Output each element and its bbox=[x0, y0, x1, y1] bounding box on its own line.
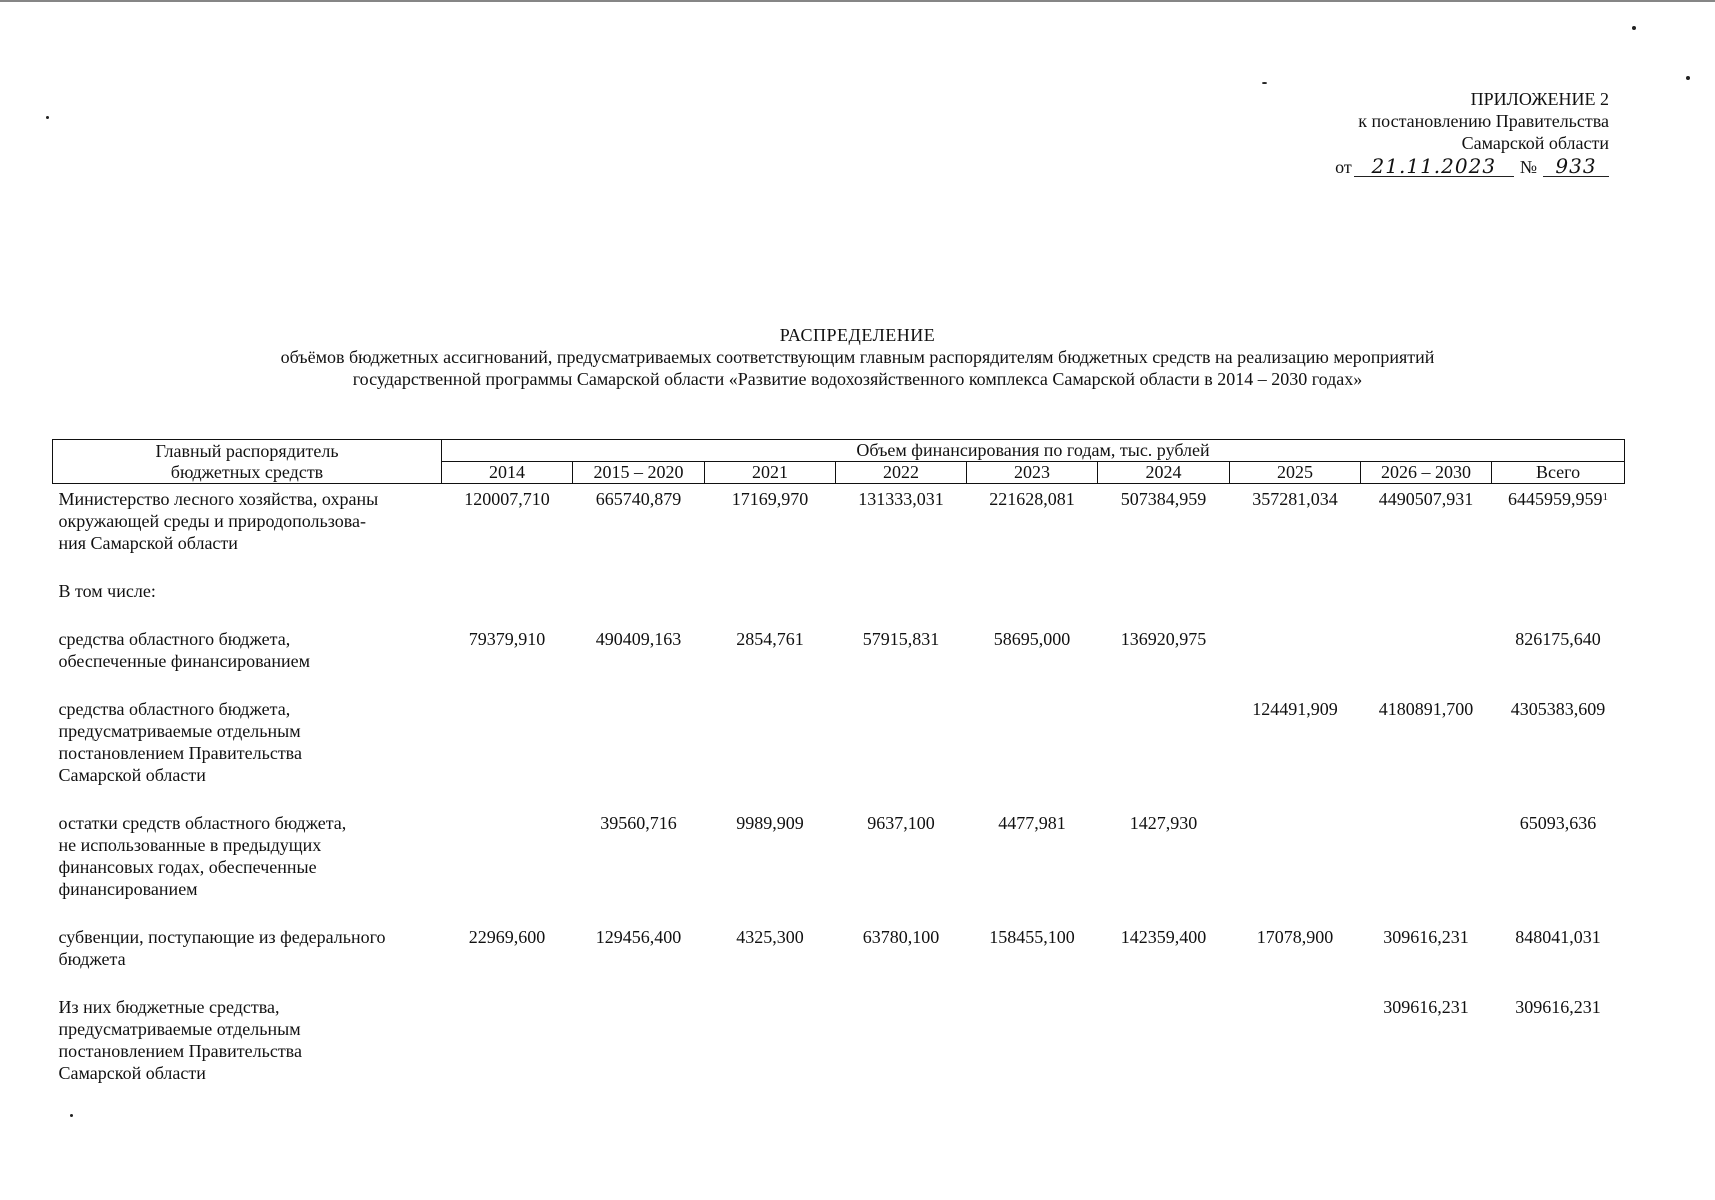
value-cell bbox=[836, 694, 967, 808]
value-cell bbox=[967, 576, 1098, 624]
value-cell bbox=[1492, 484, 1625, 577]
row-label-line: постановлением Правительства bbox=[58, 1041, 302, 1061]
row-label bbox=[53, 694, 442, 808]
value-cell bbox=[1361, 624, 1492, 694]
value-cell bbox=[1492, 922, 1625, 992]
value-text: 309616,231 bbox=[1383, 997, 1469, 1017]
scan-speck bbox=[46, 116, 49, 119]
value-cell bbox=[1492, 624, 1625, 694]
value-cell bbox=[705, 484, 836, 577]
row-label-line: ния Самарской области bbox=[58, 533, 238, 553]
row-label-line: Министерство лесного хозяйства, охраны bbox=[58, 489, 379, 509]
year-column-header: 2026 – 2030 bbox=[1361, 462, 1492, 484]
value-cell bbox=[442, 624, 573, 694]
year-column-header: 2015 – 2020 bbox=[573, 462, 705, 484]
value-cell bbox=[705, 808, 836, 922]
scan-top-edge bbox=[0, 0, 1715, 2]
value-cell bbox=[1361, 808, 1492, 922]
value-cell bbox=[573, 484, 705, 577]
row-label bbox=[53, 992, 442, 1106]
value-cell bbox=[836, 992, 967, 1106]
value-cell bbox=[1098, 484, 1230, 577]
value-text: 4325,300 bbox=[736, 927, 804, 947]
value-cell bbox=[1230, 922, 1361, 992]
value-cell bbox=[836, 576, 967, 624]
row-label bbox=[53, 808, 442, 922]
value-text: 507384,959 bbox=[1120, 489, 1207, 509]
value-text: 9637,100 bbox=[867, 813, 935, 833]
value-cell bbox=[442, 808, 573, 922]
year-column-header: 2024 bbox=[1098, 462, 1230, 484]
value-cell bbox=[1098, 576, 1230, 624]
document-subtitle-line-2: государственной программы Самарской области «Развитие водохозяйственного комплекса Самарской области в 2014 – 2030 годах» bbox=[352, 369, 1363, 389]
row-label-line: Самарской области bbox=[58, 765, 206, 785]
row-spacer bbox=[59, 786, 442, 808]
document-subtitle-line-1: объёмов бюджетных ассигнований, предусматриваемых соответствующим главным распорядителям бюджетных средств на реализацию мероприятий bbox=[280, 347, 1435, 367]
row-label-line: средства областного бюджета, bbox=[58, 629, 291, 649]
value-text: 4490507,931 bbox=[1378, 489, 1474, 509]
value-text: 142359,400 bbox=[1120, 927, 1207, 947]
value-cell bbox=[1492, 992, 1625, 1106]
row-label bbox=[53, 576, 442, 624]
value-text: 1427,930 bbox=[1129, 813, 1198, 833]
value-cell bbox=[1098, 992, 1230, 1106]
row-spacer bbox=[59, 672, 442, 694]
scan-speck bbox=[70, 1114, 73, 1117]
document-heading bbox=[0, 324, 1715, 390]
value-cell bbox=[1361, 484, 1492, 577]
value-text: 6445959,959 bbox=[1508, 489, 1603, 509]
year-column-header: 2022 bbox=[836, 462, 967, 484]
row-label bbox=[53, 624, 442, 694]
value-cell bbox=[967, 694, 1098, 808]
value-cell bbox=[442, 484, 573, 577]
value-cell bbox=[1361, 992, 1492, 1106]
payer-header-line: бюджетных средств bbox=[170, 461, 324, 482]
value-cell bbox=[836, 484, 967, 577]
value-cell bbox=[1361, 922, 1492, 992]
year-column-header: 2023 bbox=[967, 462, 1098, 484]
table-row bbox=[53, 624, 1625, 694]
row-label-line: постановлением Правительства bbox=[58, 743, 302, 763]
handwritten-number: 933 bbox=[1543, 156, 1609, 177]
row-spacer bbox=[59, 602, 442, 624]
value-text: 826175,640 bbox=[1515, 629, 1601, 649]
value-cell bbox=[1230, 484, 1361, 577]
row-label-line: финансированием bbox=[58, 879, 198, 899]
handwritten-date: 21.11.2023 bbox=[1354, 156, 1514, 177]
value-text: 124491,909 bbox=[1252, 699, 1338, 719]
volume-header: Объем финансирования по годам, тыс. рублей bbox=[442, 440, 1625, 462]
value-cell bbox=[573, 694, 705, 808]
value-cell bbox=[836, 922, 967, 992]
scan-speck bbox=[1632, 26, 1636, 30]
value-cell bbox=[836, 808, 967, 922]
appendix-title: ПРИЛОЖЕНИЕ 2 bbox=[1470, 89, 1609, 109]
value-text: 79379,910 bbox=[468, 629, 546, 649]
value-cell bbox=[1492, 576, 1625, 624]
row-label-line: субвенции, поступающие из федерального bbox=[58, 927, 386, 947]
document-title: РАСПРЕДЕЛЕНИЕ bbox=[779, 325, 936, 345]
row-label-line: не использованные в предыдущих bbox=[58, 835, 322, 855]
value-cell bbox=[705, 694, 836, 808]
table-row bbox=[53, 922, 1625, 992]
value-cell bbox=[1098, 808, 1230, 922]
value-cell bbox=[1361, 576, 1492, 624]
table-row bbox=[53, 576, 1625, 624]
value-text: 63780,100 bbox=[862, 927, 940, 947]
value-text: 57915,831 bbox=[862, 629, 940, 649]
scan-speck bbox=[1686, 76, 1690, 80]
scan-speck bbox=[1262, 82, 1267, 84]
value-text: 136920,975 bbox=[1120, 629, 1207, 649]
value-text: 129456,400 bbox=[595, 927, 682, 947]
value-cell bbox=[705, 922, 836, 992]
value-cell bbox=[836, 624, 967, 694]
value-text: 490409,163 bbox=[595, 629, 682, 649]
payer-column-header bbox=[53, 440, 442, 484]
row-label bbox=[53, 484, 442, 577]
value-text: 309616,231 bbox=[1383, 927, 1469, 947]
value-cell bbox=[705, 992, 836, 1106]
value-text: 4305383,609 bbox=[1510, 699, 1606, 719]
footnote-marker: 1 bbox=[1602, 491, 1609, 503]
row-label-line: финансовых годах, обеспеченные bbox=[58, 857, 317, 877]
value-cell bbox=[1230, 694, 1361, 808]
row-label-line: Из них бюджетные средства, bbox=[58, 997, 280, 1017]
value-cell bbox=[1098, 922, 1230, 992]
row-label-line: предусматриваемые отдельным bbox=[58, 721, 301, 741]
value-text: 221628,081 bbox=[989, 489, 1075, 509]
value-text: 357281,034 bbox=[1252, 489, 1338, 509]
value-cell bbox=[967, 922, 1098, 992]
table-row bbox=[53, 992, 1625, 1106]
value-cell bbox=[967, 992, 1098, 1106]
row-label-line: остатки средств областного бюджета, bbox=[58, 813, 347, 833]
appendix-line-2: Самарской области bbox=[1461, 133, 1609, 153]
row-label bbox=[53, 922, 442, 992]
number-sign: № bbox=[1519, 157, 1537, 177]
row-spacer bbox=[59, 970, 442, 992]
value-cell bbox=[705, 624, 836, 694]
value-cell bbox=[1098, 624, 1230, 694]
row-label-line: бюджета bbox=[58, 949, 126, 969]
table-row bbox=[53, 694, 1625, 808]
value-cell bbox=[1492, 808, 1625, 922]
value-cell bbox=[967, 624, 1098, 694]
row-label-line: предусматриваемые отдельным bbox=[58, 1019, 301, 1039]
value-text: 120007,710 bbox=[464, 489, 550, 509]
value-cell bbox=[1098, 694, 1230, 808]
value-text: 309616,231 bbox=[1515, 997, 1601, 1017]
row-label-line: средства областного бюджета, bbox=[58, 699, 291, 719]
value-cell bbox=[573, 992, 705, 1106]
row-label-line: окружающей среды и природопользова- bbox=[58, 511, 366, 531]
table-body bbox=[53, 484, 1625, 1107]
value-cell bbox=[705, 576, 836, 624]
year-column-header: 2025 bbox=[1230, 462, 1361, 484]
table-row bbox=[53, 484, 1625, 577]
year-column-header: Всего bbox=[1492, 462, 1625, 484]
value-cell bbox=[1361, 694, 1492, 808]
value-cell bbox=[967, 808, 1098, 922]
value-cell bbox=[1492, 694, 1625, 808]
value-cell bbox=[1230, 992, 1361, 1106]
value-cell bbox=[573, 808, 705, 922]
year-column-header: 2021 bbox=[705, 462, 836, 484]
value-cell bbox=[442, 922, 573, 992]
value-text: 665740,879 bbox=[595, 489, 682, 509]
appendix-block bbox=[1189, 88, 1609, 178]
value-text: 131333,031 bbox=[858, 489, 944, 509]
value-cell bbox=[442, 694, 573, 808]
value-text: 4477,981 bbox=[998, 813, 1066, 833]
table-row bbox=[53, 808, 1625, 922]
value-text: 17169,970 bbox=[731, 489, 809, 509]
funding-table bbox=[52, 439, 1625, 1106]
value-text: 65093,636 bbox=[1519, 813, 1597, 833]
value-cell bbox=[1230, 624, 1361, 694]
value-text: 2854,761 bbox=[736, 629, 804, 649]
row-label-line: В том числе: bbox=[58, 581, 156, 601]
row-spacer bbox=[59, 900, 442, 922]
payer-header-line: Главный распорядитель bbox=[155, 440, 339, 461]
value-cell bbox=[1230, 808, 1361, 922]
row-spacer bbox=[59, 1084, 442, 1106]
value-text: 158455,100 bbox=[989, 927, 1075, 947]
appendix-date-line bbox=[1189, 156, 1609, 178]
value-cell bbox=[573, 922, 705, 992]
value-cell bbox=[1230, 576, 1361, 624]
row-label-line: обеспеченные финансированием bbox=[58, 651, 310, 671]
date-prefix: от bbox=[1335, 157, 1352, 177]
value-text: 4180891,700 bbox=[1378, 699, 1474, 719]
value-text: 39560,716 bbox=[600, 813, 677, 833]
year-column-header: 2014 bbox=[442, 462, 573, 484]
row-label-line: Самарской области bbox=[58, 1063, 206, 1083]
value-text: 22969,600 bbox=[468, 927, 546, 947]
value-cell bbox=[967, 484, 1098, 577]
value-text: 848041,031 bbox=[1515, 927, 1601, 947]
value-text: 17078,900 bbox=[1256, 927, 1334, 947]
value-cell bbox=[573, 576, 705, 624]
appendix-line-1: к постановлению Правительства bbox=[1358, 111, 1609, 131]
value-cell bbox=[442, 992, 573, 1106]
value-cell bbox=[442, 576, 573, 624]
value-cell bbox=[573, 624, 705, 694]
value-text: 9989,909 bbox=[736, 813, 804, 833]
table-header bbox=[53, 440, 1625, 484]
row-spacer bbox=[59, 554, 442, 576]
value-text: 58695,000 bbox=[993, 629, 1071, 649]
